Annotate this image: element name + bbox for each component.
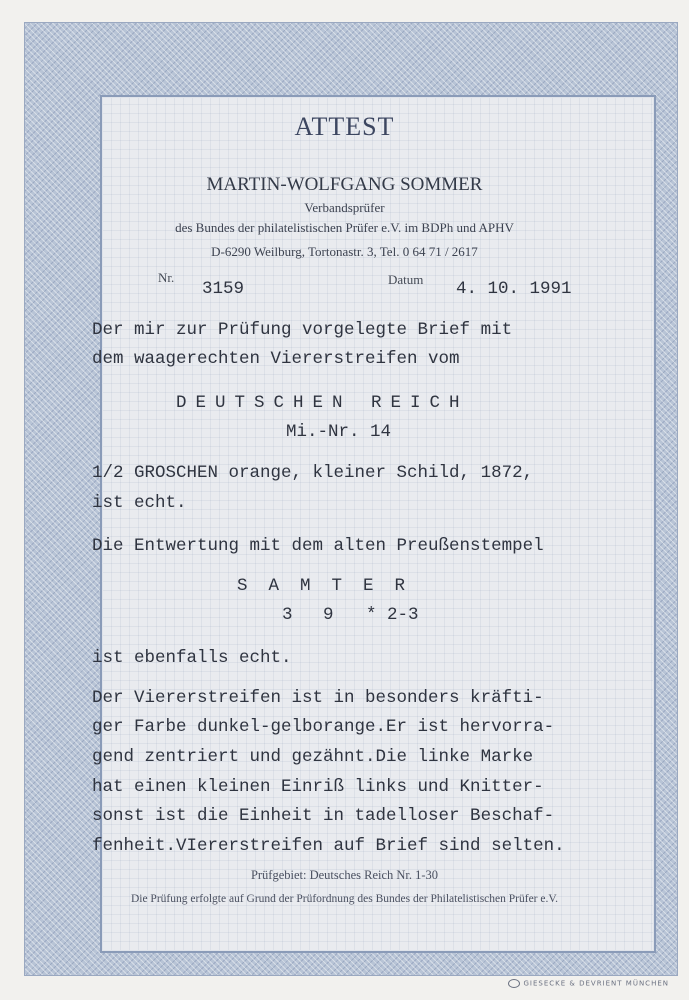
cancel-place: SAMTER: [237, 576, 427, 596]
examiner-name: MARTIN-WOLFGANG SOMMER: [206, 174, 483, 195]
cancel-rating: * 2-3: [366, 605, 419, 625]
printer-logo-icon: [508, 979, 520, 988]
association-line: des Bundes der philatelistischen Prüfer e.V. im BDPh und APHV: [175, 220, 514, 235]
printer-imprint: [508, 979, 670, 988]
description-line: hat einen kleinen Einriß links und Knitter-: [92, 777, 544, 797]
catalog-number: Mi.-Nr. 14: [286, 422, 392, 442]
description-line: gend zentriert und gezähnt.Die linke Marke: [92, 747, 534, 767]
description-line: Der Viererstreifen ist in besonders kräfti-: [92, 688, 544, 708]
legal-notice: Die Prüfung erfolgte auf Grund der Prüfordnung des Bundes der Philatelistischen Prüfer e.V.: [130, 893, 559, 905]
country-line: DEUTSCHEN REICH: [176, 393, 469, 413]
cancel-intro: Die Entwertung mit dem alten Preußenstempel: [92, 536, 544, 556]
cancel-number: 3 9: [282, 605, 344, 625]
cancel-genuine: ist ebenfalls echt.: [92, 648, 292, 668]
examiner-role: Verbandsprüfer: [304, 200, 385, 215]
printer-name: GIESECKE & DEVRIENT MÜNCHEN: [523, 979, 669, 988]
certificate-date: 4. 10. 1991: [456, 279, 572, 299]
description-line: sonst ist die Einheit in tadelloser Beschaf-: [92, 806, 555, 826]
certificate-title: ATTEST: [294, 112, 395, 141]
intro-line-2: dem waagerechten Viererstreifen vom: [92, 349, 460, 369]
stamp-description: 1/2 GROSCHEN orange, kleiner Schild, 1872,: [92, 463, 534, 483]
address-line: D-6290 Weilburg, Tortonastr. 3, Tel. 0 64 71 / 2617: [211, 244, 478, 259]
number-label: Nr.: [158, 270, 175, 285]
genuine-statement: ist echt.: [92, 493, 187, 513]
date-label: Datum: [388, 272, 424, 287]
examination-field: Prüfgebiet: Deutsches Reich Nr. 1-30: [250, 868, 439, 882]
description-line: fenheit.VIererstreifen auf Brief sind selten.: [92, 836, 565, 856]
certificate-number: 3159: [202, 279, 245, 299]
intro-line-1: Der mir zur Prüfung vorgelegte Brief mit: [92, 320, 513, 340]
description-line: ger Farbe dunkel-gelborange.Er ist hervorra-: [92, 717, 555, 737]
